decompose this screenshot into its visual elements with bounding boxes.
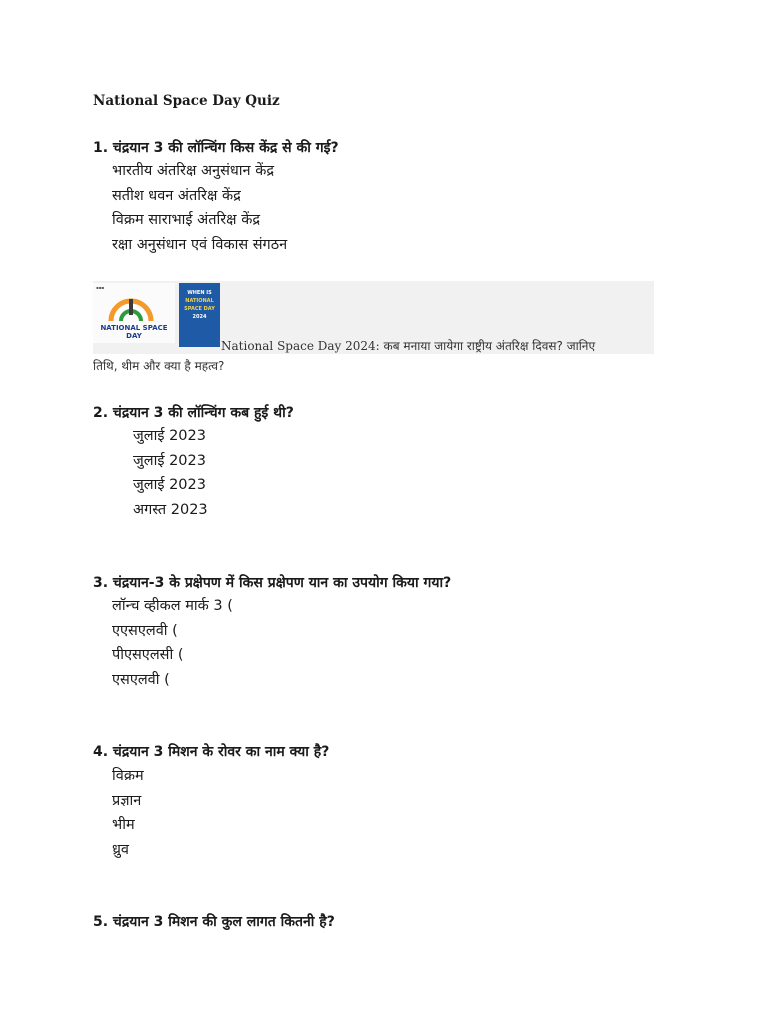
banner-caption-line2[interactable]: तिथि, थीम और क्या है महत्व? bbox=[93, 359, 225, 373]
thumb-line: NATIONAL bbox=[185, 298, 214, 304]
when-is-space-day-thumbnail[interactable] bbox=[179, 283, 220, 347]
question-2: 2. चंद्रयान 3 की लॉन्चिंग कब हुई थी? bbox=[93, 405, 294, 421]
option: अगस्त 2023 bbox=[133, 501, 208, 518]
option: जुलाई 2023 bbox=[133, 477, 206, 493]
question-2-options bbox=[133, 424, 208, 522]
question-3-options bbox=[112, 594, 233, 692]
option: ध्रुव bbox=[112, 841, 129, 858]
option: जुलाई 2023 bbox=[133, 428, 206, 444]
question-5: 5. चंद्रयान 3 मिशन की कुल लागत कितनी है? bbox=[93, 914, 335, 930]
option: विक्रम bbox=[112, 768, 144, 784]
question-1: 1. चंद्रयान 3 की लॉन्चिंग किस केंद्र से की गई? bbox=[93, 140, 339, 156]
national-space-day-thumbnail[interactable] bbox=[93, 283, 175, 343]
thumb-line: 2024 bbox=[192, 314, 207, 320]
option: सतीश धवन अंतरिक्ष केंद्र bbox=[112, 187, 241, 204]
banner-caption[interactable] bbox=[221, 337, 595, 354]
option: प्रज्ञान bbox=[112, 792, 142, 809]
option: विक्रम साराभाई अंतरिक्ष केंद्र bbox=[112, 212, 261, 228]
option: जुलाई 2023 bbox=[133, 452, 206, 469]
option: भारतीय अंतरिक्ष अनुसंधान केंद्र bbox=[112, 163, 275, 179]
thumbnail-label: NATIONAL SPACE DAY bbox=[100, 324, 168, 340]
question-1-options bbox=[112, 159, 287, 257]
option: रक्षा अनुसंधान एवं विकास संगठन bbox=[112, 236, 288, 253]
option: एसएलवी ( bbox=[112, 671, 170, 688]
question-4: 4. चंद्रयान 3 मिशन के रोवर का नाम क्या है? bbox=[93, 744, 330, 760]
logo-icon: ▪▪▪ bbox=[96, 285, 105, 290]
question-4-options bbox=[112, 764, 144, 862]
option: भीम bbox=[112, 817, 135, 833]
caption-hi: कब मनाया जायेगा राष्ट्रीय अंतरिक्ष दिवस? जानिए bbox=[379, 339, 596, 353]
option: लॉन्च व्हीकल मार्क 3 ( bbox=[112, 598, 233, 614]
question-3: 3. चंद्रयान-3 के प्रक्षेपण में किस प्रक्षेपण यान का उपयोग किया गया? bbox=[93, 575, 452, 591]
thumb-line: SPACE DAY bbox=[184, 306, 215, 312]
thumb-line: WHEN IS bbox=[187, 290, 212, 296]
quiz-title: National Space Day Quiz bbox=[93, 93, 280, 109]
option: एएसएलवी ( bbox=[112, 622, 178, 639]
caption-en: National Space Day 2024: bbox=[221, 339, 380, 353]
option: पीएसएलसी ( bbox=[112, 647, 184, 663]
